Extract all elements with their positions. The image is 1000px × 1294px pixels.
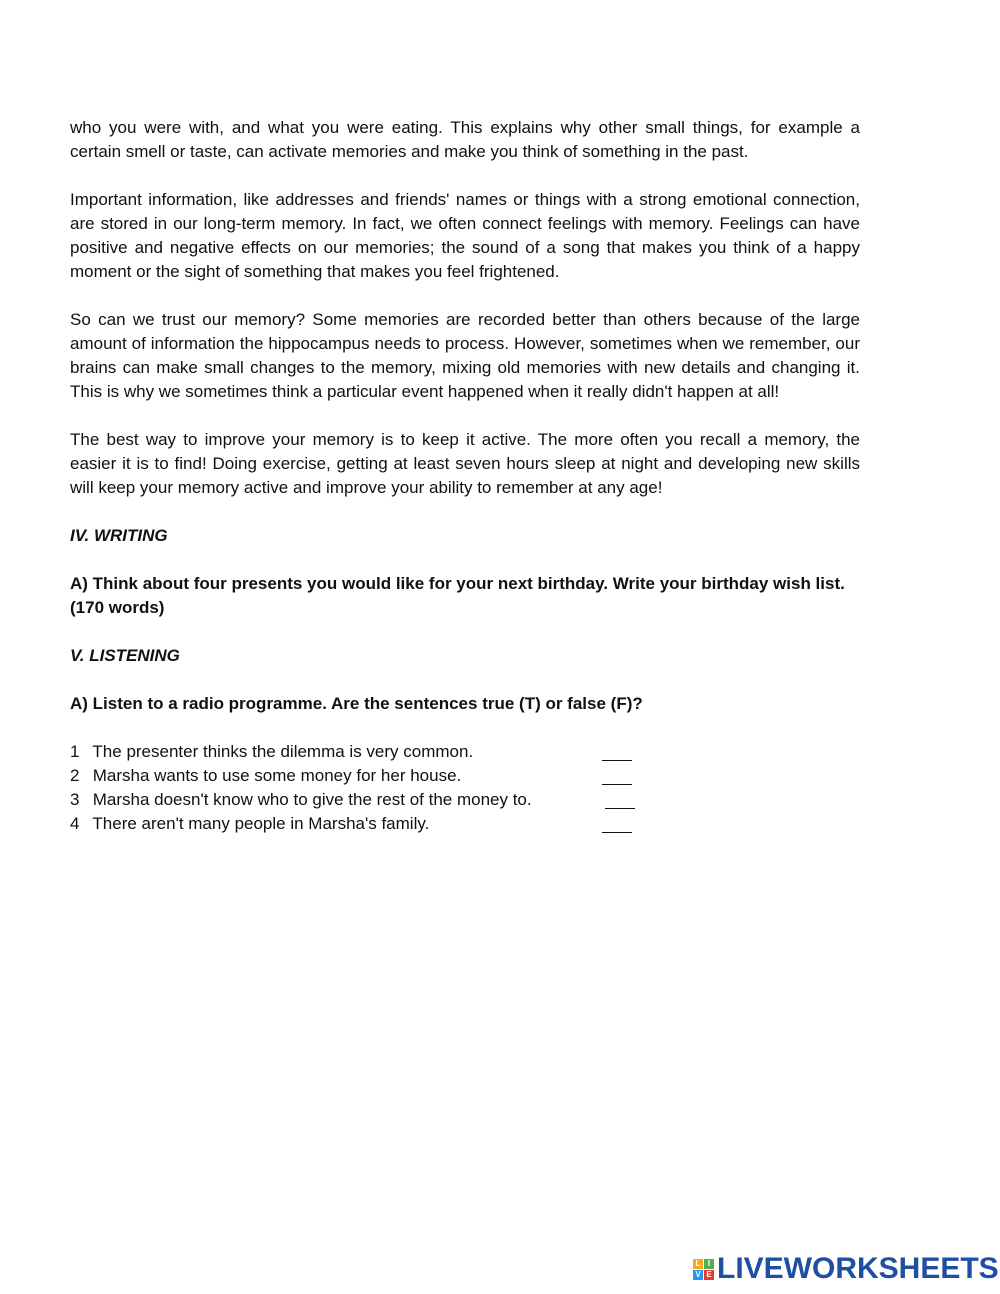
- question-number: 1: [70, 742, 80, 761]
- true-false-list: [70, 740, 860, 836]
- logo-letter-e: E: [704, 1270, 714, 1280]
- logo-letter-l: L: [693, 1259, 703, 1269]
- passage-paragraph-4: The best way to improve your memory is to keep it active. The more often you recall a memory, the easier it is to find! Doing exercise, getting at least seven hours sleep at night and developing new skills will keep your memory active and improve your ability to remember at any age!: [70, 430, 860, 497]
- answer-blank[interactable]: [602, 812, 632, 836]
- worksheet-page: [70, 116, 860, 836]
- passage-paragraph-3: So can we trust our memory? Some memories are recorded better than others because of the large amount of information the hippocampus needs to process. However, sometimes when we remember, our brains can make small changes to the memory, mixing old memories with new details and changing it. This is why we sometimes think a particular event happened when it really didn't happen at all!: [70, 310, 860, 401]
- listening-task: A) Listen to a radio programme. Are the sentences true (T) or false (F)?: [70, 694, 643, 713]
- answer-blank[interactable]: [602, 740, 632, 764]
- question-text: Marsha doesn't know who to give the rest of the money to.: [92, 790, 532, 809]
- logo-icon: [693, 1259, 714, 1280]
- listening-heading: V. LISTENING: [70, 646, 180, 665]
- question-text: The presenter thinks the dilemma is very common.: [92, 742, 474, 761]
- question-row: [70, 740, 860, 764]
- passage-paragraph-2: Important information, like addresses and friends' names or things with a strong emotional connection, are stored in our long-term memory. In fact, we often connect feelings with memory. Feelings can have positive and negative effects on our memories; the sound of a song that makes you think of a happy moment or the sight of something that makes you feel frightened.: [70, 190, 860, 281]
- question-row: [70, 812, 860, 836]
- question-number: 3: [70, 790, 80, 809]
- answer-blank[interactable]: [602, 764, 632, 788]
- question-row: [70, 764, 860, 788]
- answer-blank[interactable]: [605, 788, 635, 812]
- question-number: 4: [70, 814, 80, 833]
- question-row: [70, 788, 860, 812]
- logo-letter-v: V: [693, 1270, 703, 1280]
- writing-task: A) Think about four presents you would like for your next birthday. Write your birthday wish list. (170 words): [70, 574, 845, 617]
- logo-text: LIVEWORKSHEETS: [717, 1252, 999, 1285]
- passage-paragraph-1: who you were with, and what you were eating. This explains why other small things, for example a certain smell or taste, can activate memories and make you think of something in the past.: [70, 118, 860, 161]
- writing-heading: IV. WRITING: [70, 526, 168, 545]
- logo-letter-i: I: [704, 1259, 714, 1269]
- question-text: There aren't many people in Marsha's family.: [92, 814, 430, 833]
- question-number: 2: [70, 766, 80, 785]
- liveworksheets-logo: [693, 1254, 999, 1284]
- question-text: Marsha wants to use some money for her house.: [92, 766, 462, 785]
